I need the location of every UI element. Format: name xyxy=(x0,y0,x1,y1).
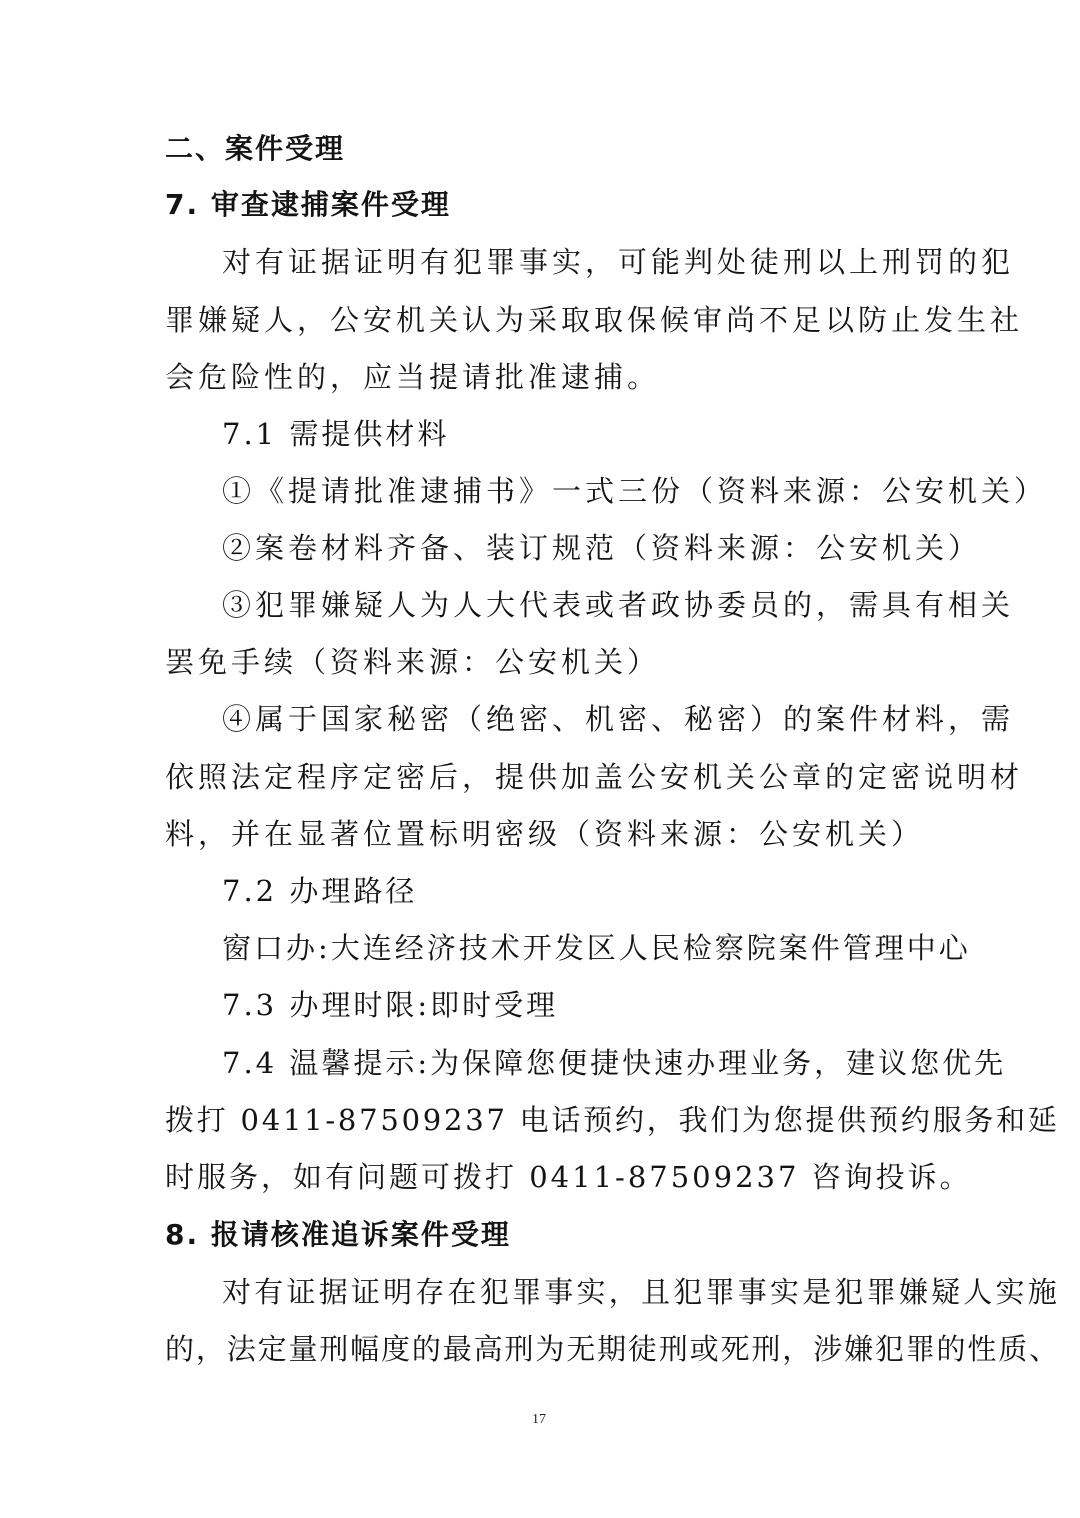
tips-line: 时服务，如有问题可拨打 0411-87509237 咨询投诉。 xyxy=(165,1160,972,1194)
section-heading: 二、案件受理 xyxy=(165,132,346,165)
item7-intro-line: 对有证据证明有犯罪事实，可能判处徒刑以上刑罚的犯 xyxy=(222,245,1015,279)
time-limit: 7.3 办理时限:即时受理 xyxy=(222,988,559,1022)
materials-line: ④属于国家秘密（绝密、机密、秘密）的案件材料，需 xyxy=(222,702,1015,736)
materials-line: 依照法定程序定密后，提供加盖公安机关公章的定密说明材 xyxy=(165,760,1024,794)
page-number: 17 xyxy=(532,1412,546,1427)
item8-intro-line: 的，法定量刑幅度的最高刑为无期徒刑或死刑，涉嫌犯罪的性质、 xyxy=(165,1332,1061,1366)
item7-intro-line: 罪嫌疑人，公安机关认为采取取保候审尚不足以防止发生社 xyxy=(165,303,1024,337)
materials-line: 罢免手续（资料来源：公安机关） xyxy=(165,645,661,679)
route-heading: 7.2 办理路径 xyxy=(222,874,418,908)
item8-intro-line: 对有证据证明存在犯罪事实，且犯罪事实是犯罪嫌疑人实施 xyxy=(222,1275,1061,1309)
materials-heading: 7.1 需提供材料 xyxy=(222,417,450,451)
item7-intro-line: 会危险性的，应当提请批准逮捕。 xyxy=(165,360,661,394)
tips-line: 拨打 0411-87509237 电话预约，我们为您提供预约服务和延 xyxy=(165,1103,1060,1137)
item7-title: 7. 审查逮捕案件受理 xyxy=(165,188,451,221)
route-text: 窗口办:大连经济技术开发区人民检察院案件管理中心 xyxy=(222,931,971,965)
materials-line: ②案卷材料齐备、装订规范（资料来源：公安机关） xyxy=(222,531,982,565)
materials-line: ①《提请批准逮捕书》一式三份（资料来源：公安机关） xyxy=(222,474,1048,508)
materials-line: 料，并在显著位置标明密级（资料来源：公安机关） xyxy=(165,817,925,851)
item8-title: 8. 报请核准追诉案件受理 xyxy=(165,1218,511,1251)
materials-line: ③犯罪嫌疑人为人大代表或者政协委员的，需具有相关 xyxy=(222,588,1015,622)
tips-line: 7.4 温馨提示:为保障您便捷快速办理业务，建议您优先 xyxy=(222,1046,1007,1080)
